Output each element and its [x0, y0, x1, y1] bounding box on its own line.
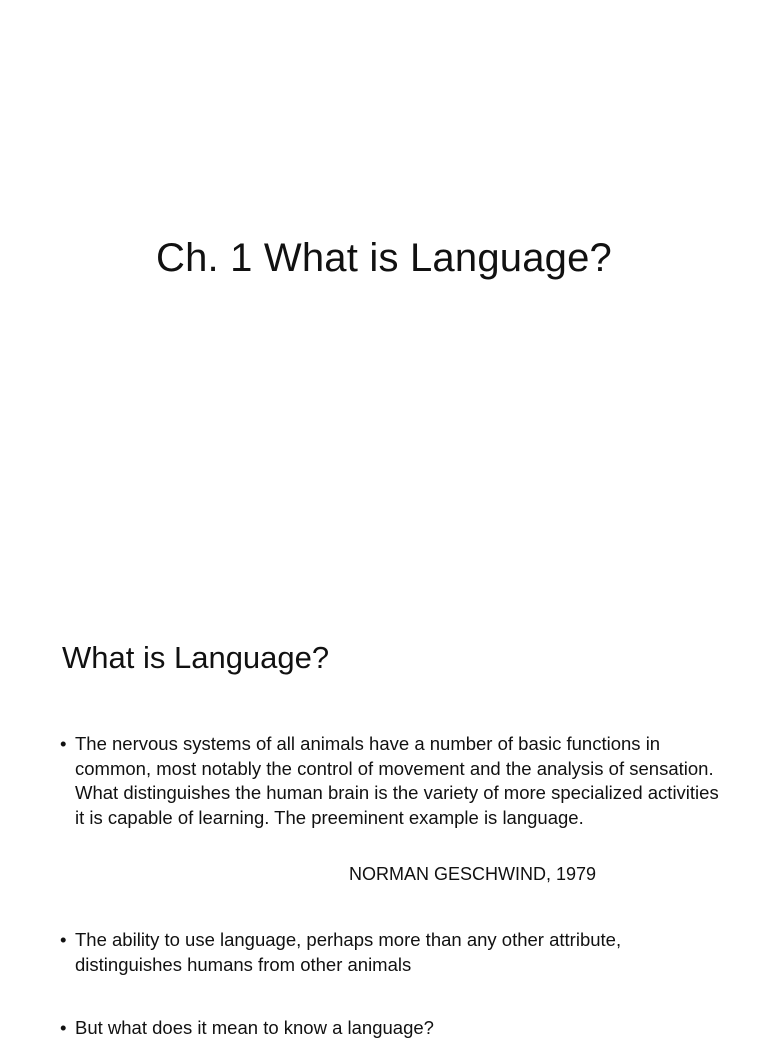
quote-attribution: NORMAN GESCHWIND, 1979 — [349, 864, 597, 884]
bullet-item-2 — [60, 928, 720, 977]
slide-1-title: Ch. 1 What is Language? — [155, 236, 612, 280]
bullet-item-3-wrap — [60, 1016, 720, 1041]
bullet-list — [60, 732, 720, 830]
bullet-text-2: The ability to use language, perhaps more than any other attribute, distinguishes humans from other animals — [75, 929, 622, 975]
slide-content-page — [0, 576, 768, 1038]
bullet-item-3 — [60, 1016, 720, 1041]
bullet-marker: • — [60, 929, 67, 950]
bullet-marker: • — [60, 733, 67, 754]
bullet-text-3: But what does it mean to know a language? — [75, 1017, 434, 1038]
bullet-item-2-wrap — [60, 928, 720, 977]
bullet-item-1 — [60, 732, 720, 830]
slide-2-title: What is Language? — [62, 640, 330, 675]
bullet-marker: • — [60, 1017, 67, 1038]
bullet-text-1: The nervous systems of all animals have a number of basic functions in common, most notably the control of movement and the analysis of sensation. What distinguishes the human brain is the variety of more specialized activities it is capable of learning. The preeminent example is language. — [75, 733, 719, 828]
